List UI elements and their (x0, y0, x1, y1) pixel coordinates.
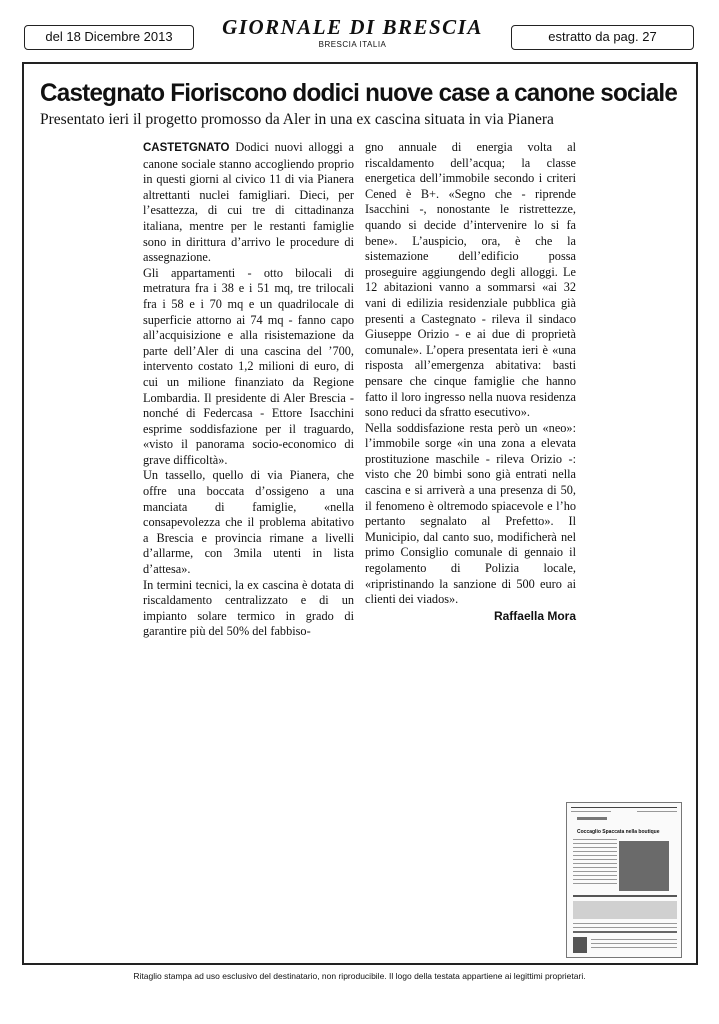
article-paragraph: Un tassello, quello di via Pianera, che offre una boccata d’ossigeno a una manciata di famiglie, «nella consapevolezza che il problema abitativo a Brescia e provincia rimane a livelli d’allarme, con 3mila utenti in lista d’attesa». (143, 468, 354, 577)
article-paragraph: Gli appartamenti - otto bilocali di metratura fra i 38 e i 51 mq, tre trilocali fra i 58 e i 70 mq e un quadrilocale di superficie attorno ai 74 mq - fanno capo all’acquisizione e alla risistemazione da parte dell’Aler di una cascina del ’700, intervento costato 1,2 milioni di euro, di cui un milione finanziato da Regione Lombardia. Il presidente di Aler Brescia - nonché di Federcasa - Ettore Isacchini esprime soddisfazione per il traguardo, «visto il panorama socio-economico di grave difficoltà». (143, 265, 354, 467)
thumbnail-photo (573, 937, 587, 953)
article-headline: Castegnato Fioriscono dodici nuove case a canone sociale (40, 79, 678, 107)
article-column-left (143, 140, 354, 640)
article-dateline: CASTETGNATO (143, 142, 230, 154)
article-paragraph: Nella soddisfazione resta però un «neo»: l’immobile sorge «in una zona a elevata prostituzione maschile - rileva Orizio -: visto che 20 bimbi sono già entrati nella cascina e si arriverà a una presenza di 50, il fenomeno è oltremodo spiacevole e l’ho pertanto segnalato al Prefetto». Il Municipio, dal canto suo, modificherà nel primo Consiglio comunale di gennaio il regolamento di Polizia locale, «ripristinando la sanzione di 500 euro ai clienti dei viados». (365, 420, 576, 607)
page-thumbnail (566, 802, 682, 958)
page-reference: estratto da pag. 27 (511, 25, 694, 50)
article-subheadline: Presentato ieri il progetto promosso da Aler in una ex cascina situata in via Pianera (40, 111, 554, 128)
thumbnail-headline: Coccaglio Spaccata nella boutique (577, 829, 660, 835)
paragraph-text: Dodici nuovi alloggi a canone sociale stanno accogliendo proprio in questi giorni al civico 11 di via Pianera altrettanti nuclei famigliari. Dieci, per l’esattezza, di cui tre di cittadinanza italiana, mentre per le restanti famiglie sono in dirittura d’arrivo le procedure di assegnazione. (143, 140, 354, 265)
footer-disclaimer: Ritaglio stampa ad uso esclusivo del destinatario, non riproducibile. Il logo della testata appartiene ai legittimi proprietari. (133, 971, 586, 981)
masthead (200, 14, 505, 50)
article-paragraph: In termini tecnici, la ex cascina è dotata di riscaldamento centralizzato e di un impianto solare termico in grado di garantire più del 50% del fabbiso- (143, 577, 354, 639)
newspaper-edition: BRESCIA ITALIA (318, 40, 387, 49)
newspaper-name: GIORNALE DI BRESCIA (222, 15, 483, 39)
article-paragraph (143, 140, 354, 266)
thumbnail-photo (619, 841, 669, 891)
article-paragraph: gno annuale di energia volta al riscaldamento dell’acqua; la classe energetica dell’immobile secondo i criteri Cened è B+. «Segno che - riprende Isacchini -, nonostante le ristrettezze, quando si decide d’intervenire lo si fa bene». L’auspicio, ora, è che la sistemazione dell’edificio possa proseguire aggiungendo degli alloggi. Le 12 abitazioni vanno a sommarsi «ai 32 vani di edilizia residenziale pubblica già presenti a Castegnato - rileva il sindaco Giuseppe Orizio - e ai due di proprietà comunale». L’opera presentata ieri è «una risposta all’emergenza abitativa: basti pensare che cinque famiglie che hanno fatto il loro ingresso nella nuova residenza sono reduci da sfratto esecutivo». (365, 140, 576, 420)
article-column-right (365, 140, 576, 624)
article-byline: Raffaella Mora (493, 608, 576, 623)
date-label: del 18 Dicembre 2013 (24, 25, 194, 50)
